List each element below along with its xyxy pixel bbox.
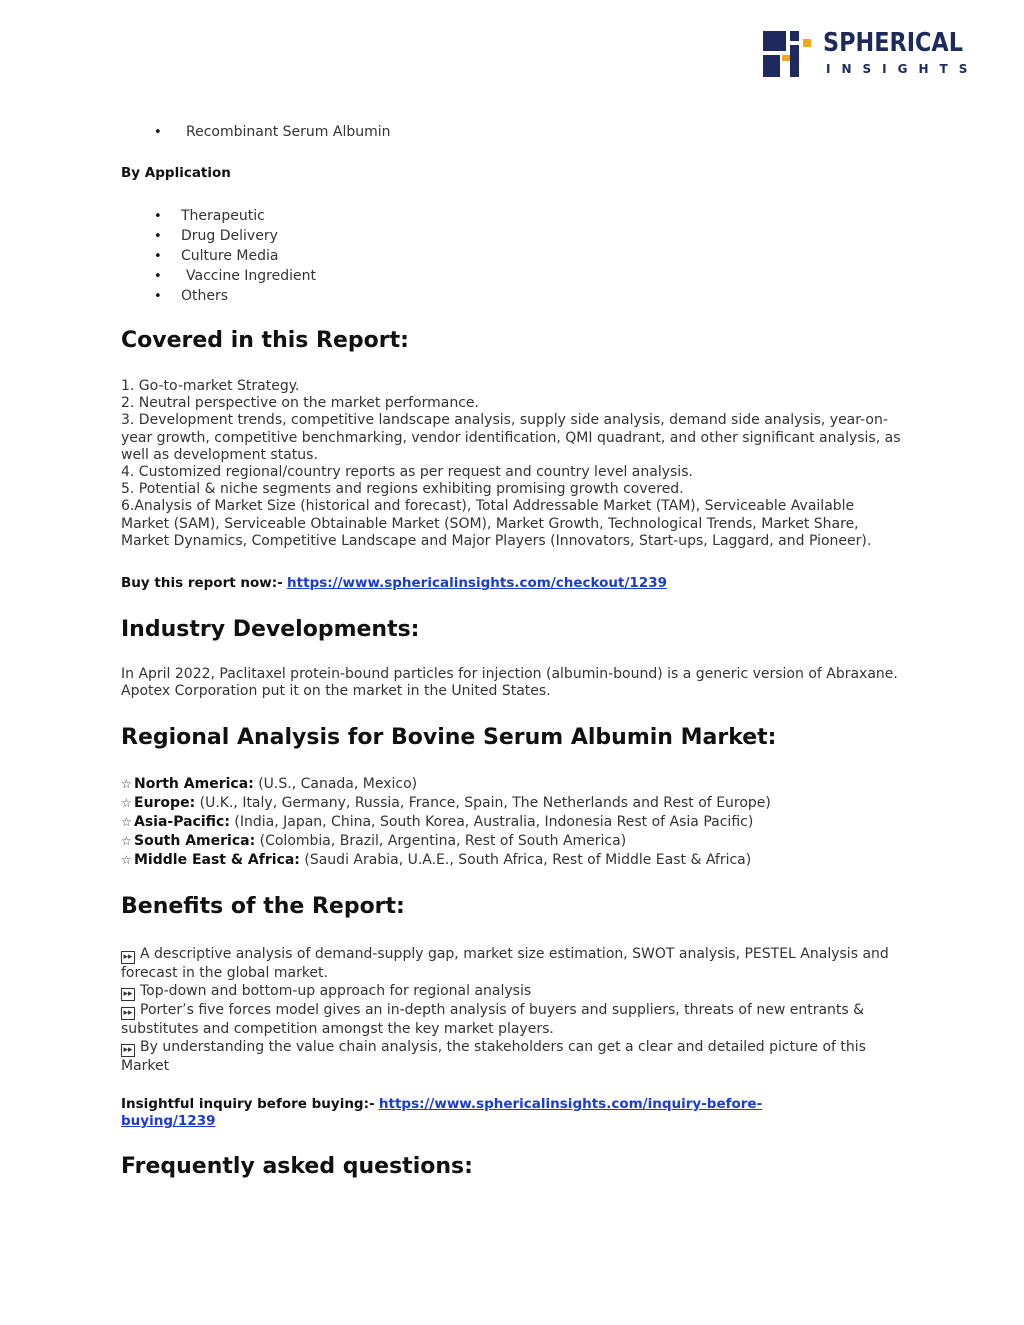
fast-forward-icon: ▸▸ [121,951,135,964]
list-item: Therapeutic [181,208,265,224]
fast-forward-icon: ▸▸ [121,1007,135,1020]
section-heading: Frequently asked questions: [121,1154,473,1179]
list-item: ▸▸ By understanding the value chain analysis, the stakeholders can get a clear and detailed picture of this Market [121,1039,866,1075]
list-item: Drug Delivery [181,228,278,244]
fast-forward-icon: ▸▸ [121,1044,135,1057]
section-heading: Covered in this Report: [121,328,409,353]
logo-subtitle: INSIGHTS [826,62,979,76]
checkout-link[interactable]: https://www.sphericalinsights.com/checkout/1239 [287,575,667,591]
bullet-icon: • [154,249,162,264]
benefits-list [121,945,901,1076]
star-icon: ☆ [121,834,132,848]
covered-list [121,378,901,550]
section-heading: Benefits of the Report: [121,894,405,919]
industry-text: In April 2022, Paclitaxel protein-bound particles for injection (albumin-bound) is a generic version of Abraxane. Apotex Corporation put it on the market in the United States. [121,666,898,700]
list-item: Vaccine Ingredient [186,268,316,284]
inquiry-link-continued[interactable]: buying/1239 [121,1113,216,1129]
list-item: 4. Customized regional/country reports as per request and country level analysis. [121,464,693,481]
section-subheading: By Application [121,165,231,181]
region-item: ☆ North America: (U.S., Canada, Mexico) [121,776,418,792]
fast-forward-icon: ▸▸ [121,988,135,1001]
list-item: 2. Neutral perspective on the market performance. [121,395,479,412]
logo-mark-icon [763,31,815,77]
inquiry-line [121,1096,762,1113]
region-item: ☆ Asia-Pacific: (India, Japan, China, South Korea, Australia, Indonesia Rest of Asia Pacific) [121,814,754,830]
bullet-icon: • [154,125,162,140]
star-icon: ☆ [121,796,132,810]
list-item: ▸▸ Top-down and bottom-up approach for regional analysis [121,982,901,1001]
buy-line [121,575,667,592]
region-item: ☆ South America: (Colombia, Brazil, Argentina, Rest of South America) [121,833,627,849]
list-item: 3. Development trends, competitive landscape analysis, supply side analysis, demand side analysis, year-on-year growth, competitive benchmarking, vendor identification, QMI quadrant, and other significant analysis, as well as development status. [121,412,901,463]
bullet-icon: • [154,209,162,224]
spherical-insights-logo [763,28,979,78]
section-heading: Industry Developments: [121,617,420,642]
bullet-icon: • [154,229,162,244]
region-item: ☆ Europe: (U.K., Italy, Germany, Russia, France, Spain, The Netherlands and Rest of Europe) [121,795,771,811]
star-icon: ☆ [121,815,132,829]
list-item: 6.Analysis of Market Size (historical and forecast), Total Addressable Market (TAM), Serviceable Available Market (SAM), Serviceable Obtainable Market (SOM), Market Growth, Technological Trends, Market Share, Market Dynamics, Competitive Landscape and Major Players (Innovators, Start-ups, Laggard, and Pioneer). [121,498,872,549]
list-item: 5. Potential & niche segments and regions exhibiting promising growth covered. [121,481,684,498]
logo-wordmark: SPHERICAL [823,28,963,58]
list-item: Recombinant Serum Albumin [186,124,391,140]
list-item: Others [181,288,229,304]
section-heading: Regional Analysis for Bovine Serum Albumin Market: [121,725,777,750]
inquiry-line-2 [121,1113,215,1130]
bullet-icon: • [154,269,162,284]
star-icon: ☆ [121,777,132,791]
buy-label: Buy this report now:- [121,575,283,591]
list-item: 1. Go-to-market Strategy. [121,378,300,394]
inquiry-label: Insightful inquiry before buying:- [121,1096,375,1112]
inquiry-link[interactable]: https://www.sphericalinsights.com/inquiry-before- [378,1096,763,1112]
list-item: Culture Media [181,248,279,264]
list-item: ▸▸ A descriptive analysis of demand-supply gap, market size estimation, SWOT analysis, PESTEL Analysis and forecast in the global market. [121,946,889,981]
star-icon: ☆ [121,853,132,867]
bullet-icon: • [154,289,162,304]
list-item: ▸▸ Porter’s five forces model gives an in-depth analysis of buyers and suppliers, threats of new entrants & substitutes and competition amongst the key market players. [121,1002,865,1038]
region-item: ☆ Middle East & Africa: (Saudi Arabia, U.A.E., South Africa, Rest of Middle East & Africa) [121,852,752,868]
